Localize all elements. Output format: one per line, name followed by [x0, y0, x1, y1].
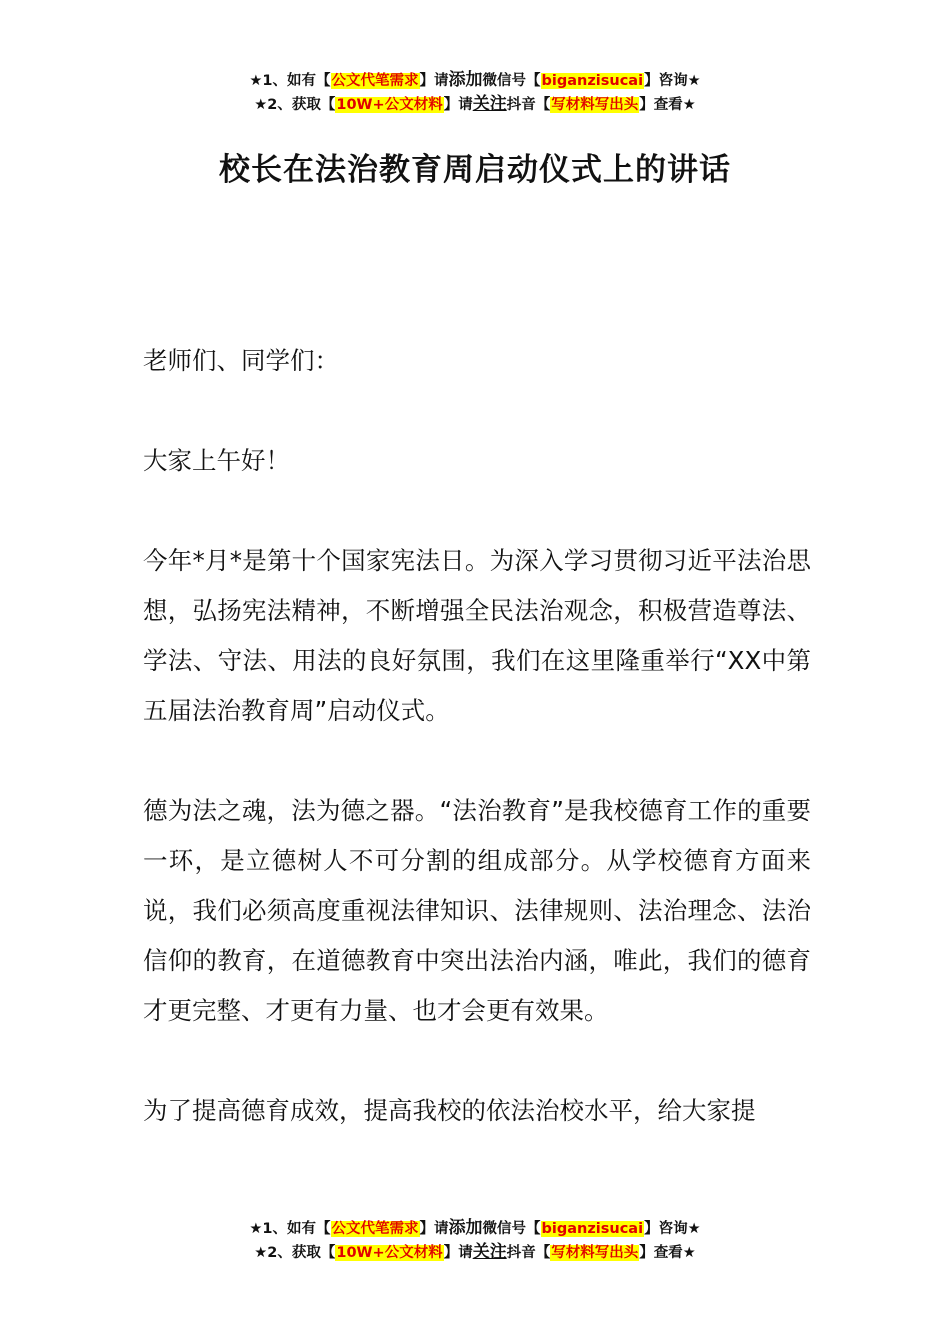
promo-text: 微信号【 — [482, 1221, 541, 1237]
promo-text: 】查看★ — [639, 97, 696, 113]
promo-highlight: 公文代笔需求 — [331, 1221, 419, 1237]
promo-text: 抖音【 — [506, 1245, 551, 1261]
promo-text: 】查看★ — [639, 1245, 696, 1261]
body-paragraph: 为了提高德育成效，提高我校的依法治校水平，给大家提 — [143, 1096, 756, 1125]
promo-highlight: 写材料写出头 — [551, 1245, 639, 1261]
promo-text: 】咨询★ — [644, 73, 701, 89]
promo-emphasis: 关注 — [472, 94, 507, 114]
promo-text: ★1、如有【 — [249, 73, 331, 89]
document-body — [143, 336, 811, 1136]
promo-header — [0, 69, 950, 117]
body-paragraph: 今年*月*是第十个国家宪法日。为深入学习贯彻习近平法治思想，弘扬宪法精神，不断增强全民法治观念，积极营造尊法、学法、守法、用法的良好氛围，我们在这里隆重举行“XX中第五届法治教育周”启动仪式。 — [143, 546, 811, 725]
promo-line-1 — [0, 1217, 950, 1241]
body-paragraph: 德为法之魂，法为德之器。“法治教育”是我校德育工作的重要一环，是立德树人不可分割的组成部分。从学校德育方面来说，我们必须高度重视法律知识、法律规则、法治理念、法治信仰的教育，在道德教育中突出法治内涵，唯此，我们的德育才更完整、才更有力量、也才会更有效果。 — [143, 796, 811, 1025]
promo-emphasis: 关注 — [472, 1242, 507, 1262]
promo-text: 】请 — [443, 1245, 473, 1261]
promo-line-2 — [0, 93, 950, 117]
promo-highlight: biganzisucai — [541, 1221, 644, 1237]
promo-line-2 — [0, 1241, 950, 1265]
promo-text: 微信号【 — [482, 73, 541, 89]
promo-highlight: 10W+公文材料 — [336, 1245, 443, 1261]
promo-text: ★1、如有【 — [249, 1221, 331, 1237]
greeting: 大家上午好！ — [143, 446, 290, 475]
promo-emphasis: 添加 — [448, 1218, 483, 1238]
promo-text: 】请 — [419, 1221, 449, 1237]
promo-highlight: 10W+公文材料 — [336, 97, 443, 113]
promo-footer — [0, 1217, 950, 1265]
promo-text: 】咨询★ — [644, 1221, 701, 1237]
promo-text: ★2、获取【 — [254, 97, 336, 113]
promo-text: 】请 — [443, 97, 473, 113]
document-title: 校长在法治教育周启动仪式上的讲话 — [219, 152, 731, 188]
promo-line-1 — [0, 69, 950, 93]
salutation: 老师们、同学们： — [143, 346, 339, 375]
promo-emphasis: 添加 — [448, 70, 483, 90]
promo-highlight: biganzisucai — [541, 73, 644, 89]
promo-text: 】请 — [419, 73, 449, 89]
promo-text: ★2、获取【 — [254, 1245, 336, 1261]
promo-text: 抖音【 — [506, 97, 551, 113]
promo-highlight: 公文代笔需求 — [331, 73, 419, 89]
promo-highlight: 写材料写出头 — [551, 97, 639, 113]
